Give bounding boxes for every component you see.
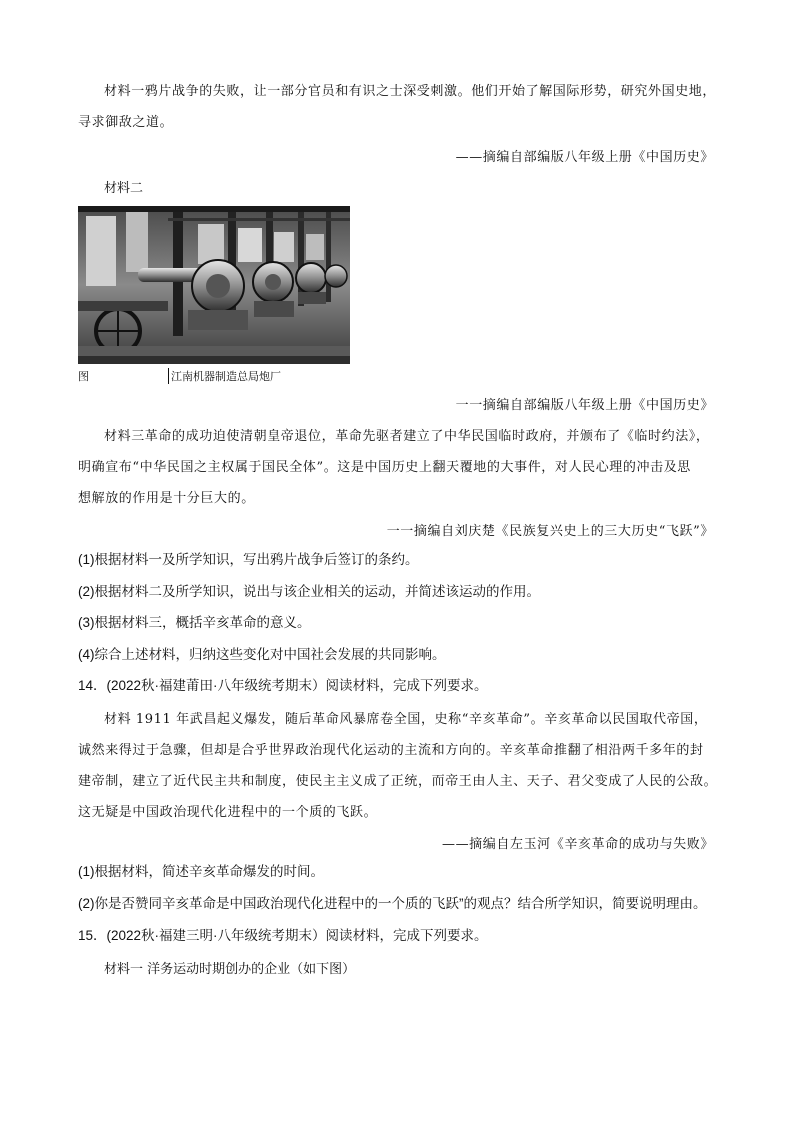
material2-source: 一一摘编自部编版八年级上册《中国历史》 — [455, 398, 714, 413]
material1-line1: 材料一鸦片战争的失败，让一部分官员和有识之士深受刺激。他们开始了解国际形势，研究外国史地， — [104, 84, 717, 99]
q14-sub1: (1)根据材料，简述辛亥革命爆发的时间。 — [78, 864, 324, 879]
q15-material1: 材料一 洋务运动时期创办的企业（如下图） — [104, 962, 356, 977]
q14-source: ——摘编自左玉河《辛亥革命的成功与失败》 — [441, 837, 714, 852]
material3-line1: 材料三革命的成功迫使清朝皇帝退位，革命先驱者建立了中华民国临时政府，并颁布了《临时约法》， — [104, 429, 710, 444]
q14-material-line3: 建帝制，建立了近代民主共和制度，使民主主义成了正统，而帝王由人主、天子、君父变成了人民的公敌。 — [78, 774, 718, 789]
material3-line2: 明确宣布“中华民国之主权属于国民全体”。这是中国历史上翻天覆地的大事件，对人民心理的冲击及思 — [78, 460, 691, 475]
material1-source: ——摘编自部编版八年级上册《中国历史》 — [455, 150, 714, 165]
q14-material-line2: 诚然来得过于急骤，但却是合乎世界政治现代化运动的主流和方向的。辛亥革命推翻了相沿两千多年的封 — [78, 743, 704, 758]
material3-source: 一一摘编自刘庆楚《民族复兴史上的三大历史“飞跃”》 — [386, 524, 714, 539]
q13-sub2: (2)根据材料二及所学知识，说出与该企业相关的运动，并简述该运动的作用。 — [78, 584, 540, 599]
q14-heading: 14．(2022秋·福建莆田·八年级统考期末）阅读材料，完成下列要求。 — [78, 678, 488, 693]
q14-material-line1: 材料 1911 年武昌起义爆发，随后革命风暴席卷全国，史称“辛亥革命”。辛亥革命以民国取代帝国， — [104, 712, 708, 727]
photo-caption-prefix: 图 — [78, 371, 89, 383]
q13-sub1: (1)根据材料一及所学知识，写出鸦片战争后签订的条约。 — [78, 552, 419, 567]
material2-label: 材料二 — [104, 181, 144, 196]
material1-line2: 寻求御敌之道。 — [78, 115, 174, 130]
q13-sub3: (3)根据材料三，概括辛亥革命的意义。 — [78, 615, 311, 630]
arsenal-photo-drawing — [78, 206, 350, 364]
material1-text — [78, 76, 718, 107]
q14-sub2: (2)你是否赞同辛亥革命是中国政治现代化进程中的一个质的飞跃”的观点？结合所学知识，简要说明理由。 — [78, 896, 707, 911]
q13-sub4: (4)综合上述材料，归纳这些变化对中国社会发展的共同影响。 — [78, 647, 446, 662]
q14-material-line4: 这无疑是中国政治现代化进程中的一个质的飞跃。 — [78, 805, 378, 820]
photo-caption: 江南机器制造总局炮厂 — [168, 368, 281, 384]
material1-text-cont — [78, 107, 718, 138]
material3-line3: 想解放的作用是十分巨大的。 — [78, 491, 255, 506]
q15-heading: 15．(2022秋·福建三明·八年级统考期末）阅读材料，完成下列要求。 — [78, 928, 488, 943]
arsenal-photo — [78, 206, 350, 364]
